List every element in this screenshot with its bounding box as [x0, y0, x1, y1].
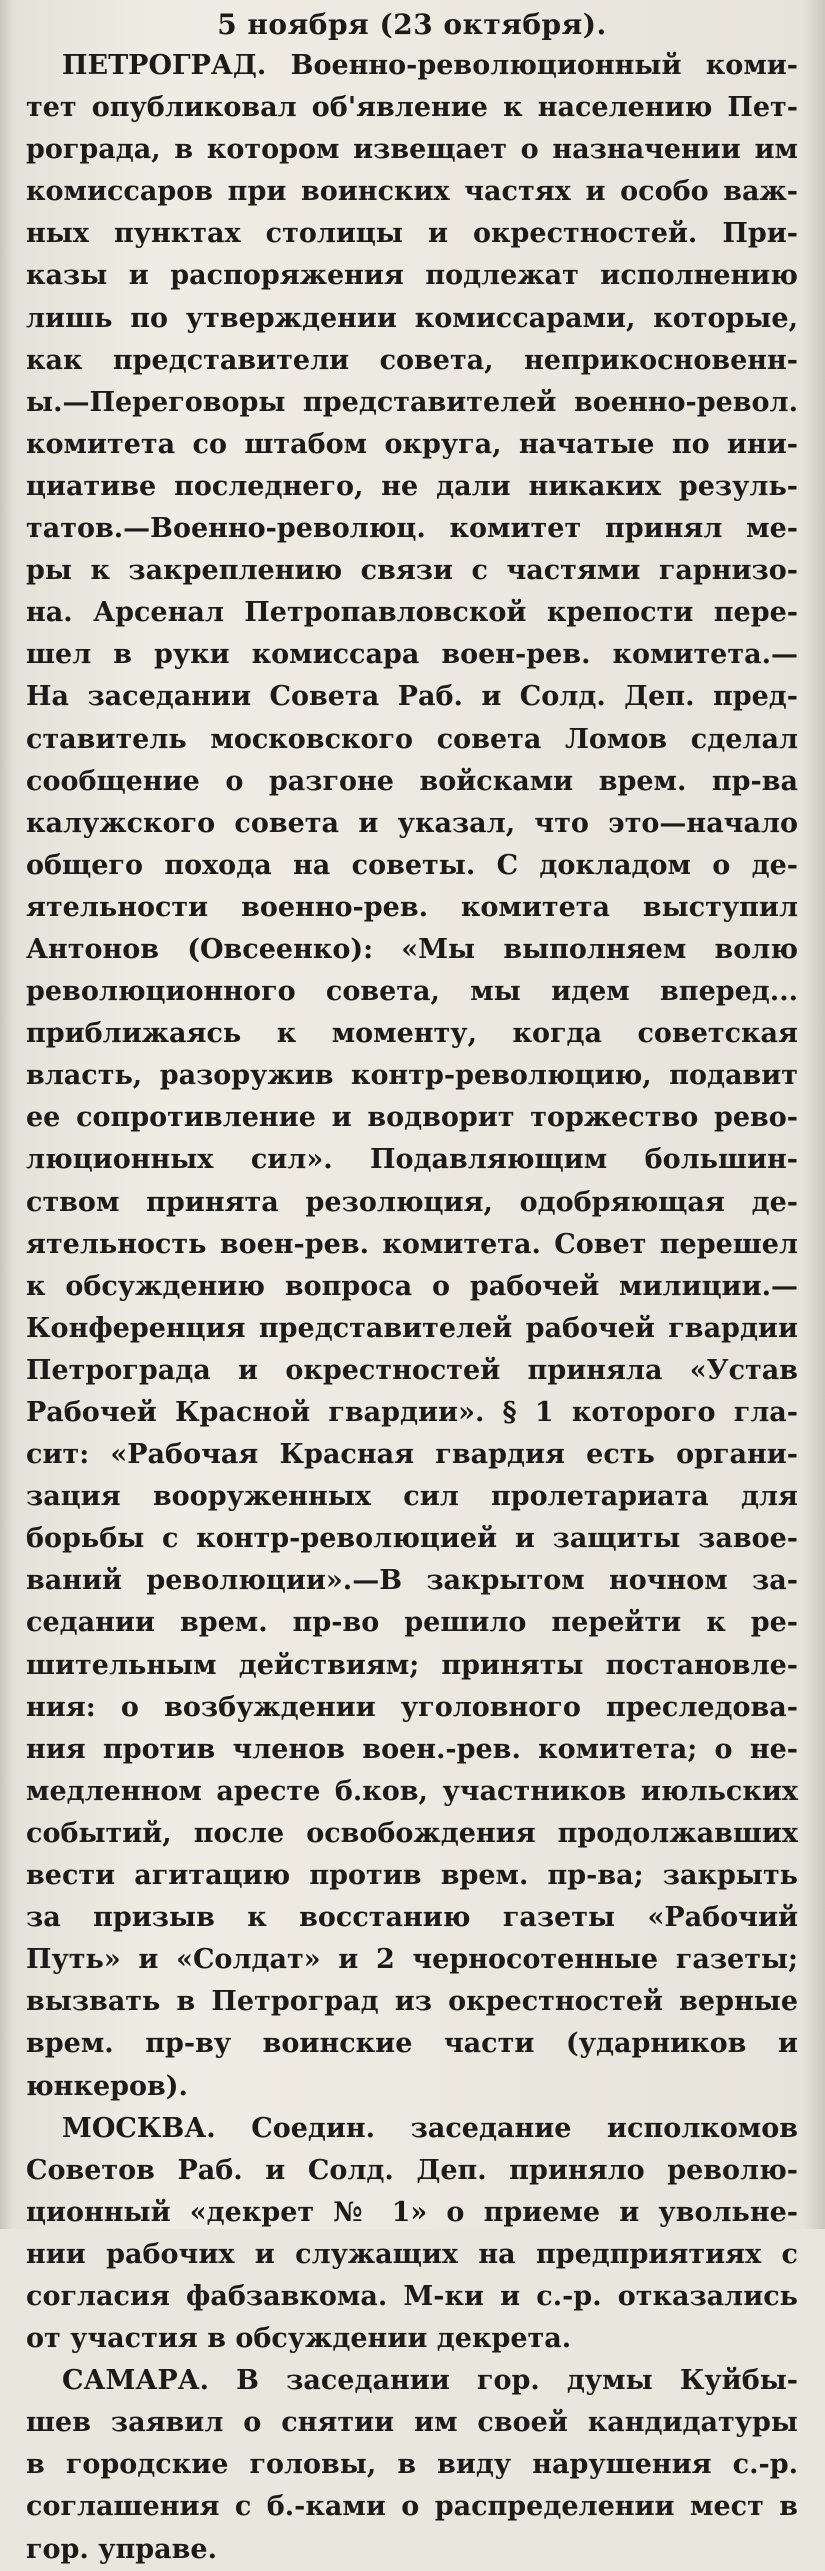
text-line: лишь по утверждении комиссарами, которые,: [26, 302, 798, 334]
text-line: ставитель московского совета Ломов сделал: [26, 723, 798, 755]
text-line: в городские головы, в виду нарушения с.-р.: [26, 2449, 798, 2481]
article-column: [26, 4, 798, 2571]
text-line: ния: о возбуждении уголовного преследова-: [26, 1691, 798, 1723]
text-line: революционного совета, мы идем вперед...: [26, 976, 798, 1008]
article-body: [26, 45, 798, 2571]
text-line: ятельности военно-рев. комитета выступил: [26, 891, 798, 923]
article-date: 5 ноября (23 октября).: [217, 8, 607, 41]
text-line: шев заявил о снятии им своей кандидатуры: [26, 2407, 798, 2439]
page-left-edge: [0, 0, 14, 2229]
text-line: ваний революции».—В закрытом ночном за-: [26, 1565, 798, 1597]
text-line: как представители совета, неприкосновенн-: [26, 344, 798, 376]
text-line: гор. управе.: [26, 2533, 217, 2565]
text-line: за призыв к восстанию газеты «Рабочий: [26, 1902, 798, 1934]
text-line: сообщение о разгоне войсками врем. пр-ва: [26, 765, 798, 797]
text-line: от участия в обсуждении декрета.: [26, 2323, 572, 2355]
text-line: ством принята резолюция, одобряющая де-: [26, 1186, 798, 1218]
text-line: ее сопротивление и водворит торжество рево-: [26, 1102, 798, 1134]
text-line: борьбы с контр-революцией и защиты завое-: [26, 1523, 798, 1555]
text-line: зация вооруженных сил пролетариата для: [26, 1481, 798, 1513]
text-line: ы.—Переговоры представителей военно-револ.: [26, 386, 798, 418]
text-line: событий, после освобождения продолжавших: [26, 1817, 798, 1849]
text-line: сит: «Рабочая Красная гвардия есть органи-: [26, 1439, 798, 1471]
text-line: ятельность воен-рев. комитета. Совет перешел: [26, 1228, 798, 1260]
text-line: рограда, в котором извещает о назначении им: [26, 134, 798, 166]
text-line: Советов Раб. и Солд. Деп. приняло револю-: [26, 2154, 798, 2186]
text-line: к обсуждению вопроса о рабочей милиции.—: [26, 1270, 798, 1302]
text-line: тет опубликовал об'явление к населению Пет-: [26, 92, 798, 124]
text-line: ния против членов воен.-рев. комитета; о не-: [26, 1733, 798, 1765]
text-line: САМАРА. В заседании гор. думы Куйбы-: [62, 2365, 798, 2397]
text-line: медленном аресте б.ков, участников июльских: [26, 1775, 798, 1807]
text-line: вызвать в Петроград из окрестностей верные: [26, 1986, 798, 2018]
text-line: люционных сил». Подавляющим большин-: [26, 1144, 798, 1176]
text-line: юнкеров).: [26, 2070, 188, 2102]
text-line: приближаясь к моменту, когда советская: [26, 1018, 798, 1050]
text-line: Антонов (Овсеенко): «Мы выполняем волю: [26, 933, 798, 965]
text-line: Путь» и «Солдат» и 2 черносотенные газеты;: [26, 1944, 798, 1976]
text-line: МОСКВА. Соедин. заседание исполкомов: [62, 2112, 798, 2144]
text-line: калужского совета и указал, что это—начало: [26, 807, 798, 839]
page-right-edge: [803, 0, 825, 2229]
text-line: казы и распоряжения подлежат исполнению: [26, 260, 798, 292]
text-line: власть, разоружив контр-революцию, подавит: [26, 1060, 798, 1092]
text-line: Конференция представителей рабочей гвардии: [26, 1312, 798, 1344]
text-line: татов.—Военно-революц. комитет принял ме-: [26, 513, 798, 545]
text-line: врем. пр-ву воинские части (ударников и: [26, 2028, 798, 2060]
text-line: седании врем. пр-во решило перейти к ре-: [26, 1607, 798, 1639]
text-line: ных пунктах столицы и окрестностей. При-: [26, 218, 798, 250]
text-line: комиссаров при воинских частях и особо важ-: [26, 176, 798, 208]
text-line: общего похода на советы. С докладом о де-: [26, 849, 798, 881]
text-line: Петрограда и окрестностей приняла «Устав: [26, 1354, 798, 1386]
text-line: на. Арсенал Петропавловской крепости пере-: [26, 597, 798, 629]
text-line: комитета со штабом округа, начатые по ини-: [26, 428, 798, 460]
text-line: На заседании Совета Раб. и Солд. Деп. пред-: [26, 681, 798, 713]
text-line: ционный «декрет № 1» о приеме и увольне-: [26, 2196, 798, 2228]
text-line: циативе последнего, не дали никаких резуль-: [26, 470, 798, 502]
text-line: вести агитацию против врем. пр-ва; закрыть: [26, 1860, 798, 1892]
text-line: ПЕТРОГРАД. Военно-революционный коми-: [62, 50, 798, 81]
text-line: ры к закреплению связи с частями гарнизо-: [26, 555, 798, 587]
text-line: соглашения с б.-ками о распределении мест в: [26, 2491, 798, 2523]
text-line: согласия фабзавкома. М-ки и с.-р. отказались: [26, 2280, 798, 2312]
text-line: нии рабочих и служащих на предприятиях с: [26, 2238, 798, 2270]
text-line: шел в руки комиссара воен-рев. комитета.—: [26, 639, 798, 671]
text-line: Рабочей Красной гвардии». § 1 которого гла-: [26, 1397, 798, 1428]
text-line: шительным действиям; приняты постановле-: [26, 1649, 798, 1681]
